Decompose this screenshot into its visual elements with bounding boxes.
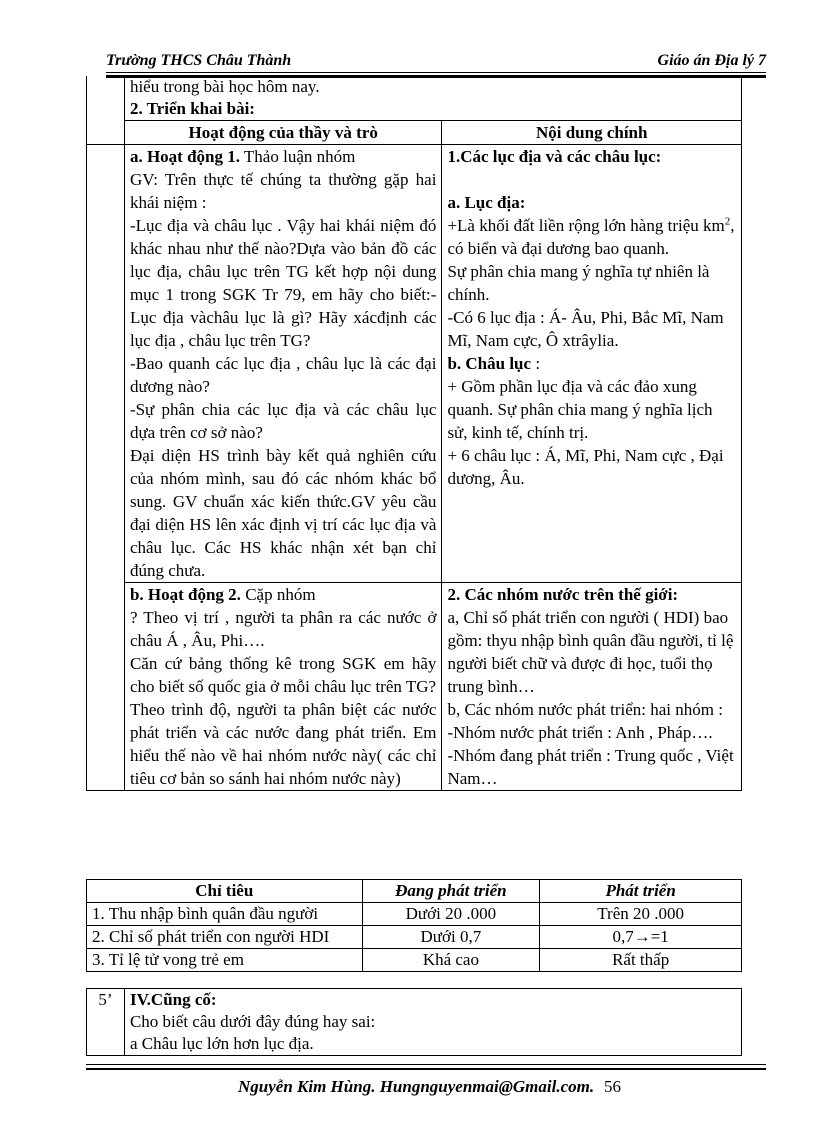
column-header-activities: Hoạt động của thầy và trò [124, 121, 442, 145]
paragraph: +Là khối đất liền rộng lớn hàng triệu $km^2$, có biển và đại dương bao quanh. [447, 215, 735, 258]
paragraph: Căn cứ bảng thống kê trong SGK em hãy cho biết số quốc gia ở mỗi châu lục trên TG? [129, 654, 437, 696]
row-developed: Rất thấp [540, 949, 742, 972]
paragraph: -Lục địa và châu lục . Vậy hai khái niệm đó khác nhau như thế nào?Dựa vào bản đồ các lục địa, châu lục trên TG kết hợp nội dung mục 1 trong SGK Tr 79, em hãy cho biết:- Lục địa vàchâu lục là gì? Hãy xácđịnh các lục địa , châu lục trên TG? [129, 216, 437, 350]
paragraph: -Có 6 lục địa : Á- Âu, Phi, Bắc Mĩ, Nam Mĩ, Nam cực, Ô xtrâylia. [447, 308, 724, 350]
paragraph: -Bao quanh các lục địa , châu lục là các đại dương nào? [129, 354, 437, 396]
summary-row [87, 989, 742, 1056]
row-criteria: 3. Tỉ lệ tử vong trẻ em [87, 949, 363, 972]
footer-rule-thick [86, 1068, 766, 1070]
intro-cell [124, 76, 741, 121]
paragraph: Cho biết câu dưới đây đúng hay sai: [129, 1012, 376, 1031]
row-developing: Dưới 0,7 [362, 926, 540, 949]
page-number: 56 [604, 1077, 621, 1096]
activity2-title: b. Hoạt động 2. Cặp nhóm [129, 585, 316, 604]
school-name: Trường THCS Châu Thành [106, 52, 292, 69]
activity2-left [124, 583, 442, 791]
summary-table [86, 988, 742, 1056]
column-header-row [87, 121, 742, 145]
activity2-right [442, 583, 742, 791]
header-developing: Đang phát triển [362, 880, 540, 903]
row-developed: 0,7→=1 [540, 926, 742, 949]
paragraph: GV: Trên thực tế chúng ta thường gặp hai khái niệm : [129, 170, 437, 212]
activity1-left [124, 145, 442, 583]
paragraph: a, Chỉ số phát triển con người ( HDI) bao gồm: thyu nhập bình quân đầu người, tỉ lệ người biết chữ và được đi học, tuổi thọ trung bình… [447, 608, 734, 696]
summary-content [124, 989, 741, 1056]
paragraph: -Nhóm đang phát triển : Trung quốc , Việt Nam… [447, 746, 734, 788]
row-developing: Dưới 20 .000 [362, 903, 540, 926]
footer-author: Nguyễn Kim Hùng. Hungnguyenmai@Gmail.com. [238, 1077, 595, 1096]
section-heading: 2. Triển khai bài: [129, 99, 255, 118]
paragraph: + Gồm phần lục địa và các đảo xung quanh. Sự phân chia mang ý nghĩa lịch sử, kinh tế, chính trị. [447, 377, 713, 442]
content-heading: 2. Các nhóm nước trên thế giới: [447, 585, 679, 604]
lesson-table [86, 76, 742, 791]
subject-title: Giáo án Địa lý 7 [657, 52, 766, 69]
header-rule [106, 72, 766, 73]
row-criteria: 1. Thu nhập bình quân đầu người [87, 903, 363, 926]
table-row [87, 949, 742, 972]
table-row [87, 926, 742, 949]
paragraph: Theo trình độ, người ta phân biệt các nước phát triển và các nước đang phát triển. Em hiểu thế nào về hai nhóm nước này( các chỉ tiêu cơ bản so sánh hai nhóm nước này) [129, 700, 437, 788]
header-developed: Phát triển [540, 880, 742, 903]
paragraph: -Sự phân chia các lục địa và các châu lục dựa trên cơ sở nào? [129, 400, 437, 442]
header-criteria: Chỉ tiêu [87, 880, 363, 903]
comparison-table [86, 879, 742, 972]
subheading-continental-region: b. Châu lục : [447, 354, 541, 373]
paragraph: Đại diện HS trình bày kết quả nghiên cứu của nhóm mình, sau đó các nhóm khác bổ sung. GV chuẩn xác kiến thức.GV yêu cầu đại diện HS lên xác định vị trí các lục địa và châu lục. Các HS khác nhận xét bạn chỉ đúng chưa. [129, 446, 437, 580]
table-row [87, 903, 742, 926]
row-criteria: 2. Chỉ số phát triển con người HDI [87, 926, 363, 949]
subheading-continent: a. Lục địa: [447, 193, 526, 212]
footer-rule [86, 1064, 766, 1065]
paragraph: ? Theo vị trí , người ta phân ra các nước ở châu Á , Âu, Phi…. [129, 608, 437, 650]
comparison-header-row [87, 880, 742, 903]
page-header [106, 50, 766, 72]
paragraph: -Nhóm nước phát triển : Anh , Pháp…. [447, 723, 713, 742]
activity1-title: a. Hoạt động 1. Thảo luận nhóm [129, 147, 356, 166]
summary-title: IV.Cũng cố: [129, 990, 217, 1009]
column-header-content: Nội dung chính [442, 121, 742, 145]
intro-line: hiểu trong bài học hôm nay. [129, 77, 320, 96]
time-cell [87, 145, 125, 791]
intro-row [87, 76, 742, 121]
time-cell [87, 76, 125, 145]
activity1-right [442, 145, 742, 583]
paragraph: Sự phân chia mang ý nghĩa tự nhiên là chính. [447, 262, 710, 304]
activity2-row [87, 583, 742, 791]
activity1-row [87, 145, 742, 583]
summary-time: 5’ [87, 989, 125, 1056]
content-heading: 1.Các lục địa và các châu lục: [447, 147, 662, 166]
paragraph: b, Các nhóm nước phát triển: hai nhóm : [447, 700, 723, 719]
paragraph: + 6 châu lục : Á, Mĩ, Phi, Nam cực , Đại dương, Âu. [447, 446, 724, 488]
row-developed: Trên 20 .000 [540, 903, 742, 926]
row-developing: Khá cao [362, 949, 540, 972]
paragraph: a Châu lục lớn hơn lục địa. [129, 1034, 314, 1053]
